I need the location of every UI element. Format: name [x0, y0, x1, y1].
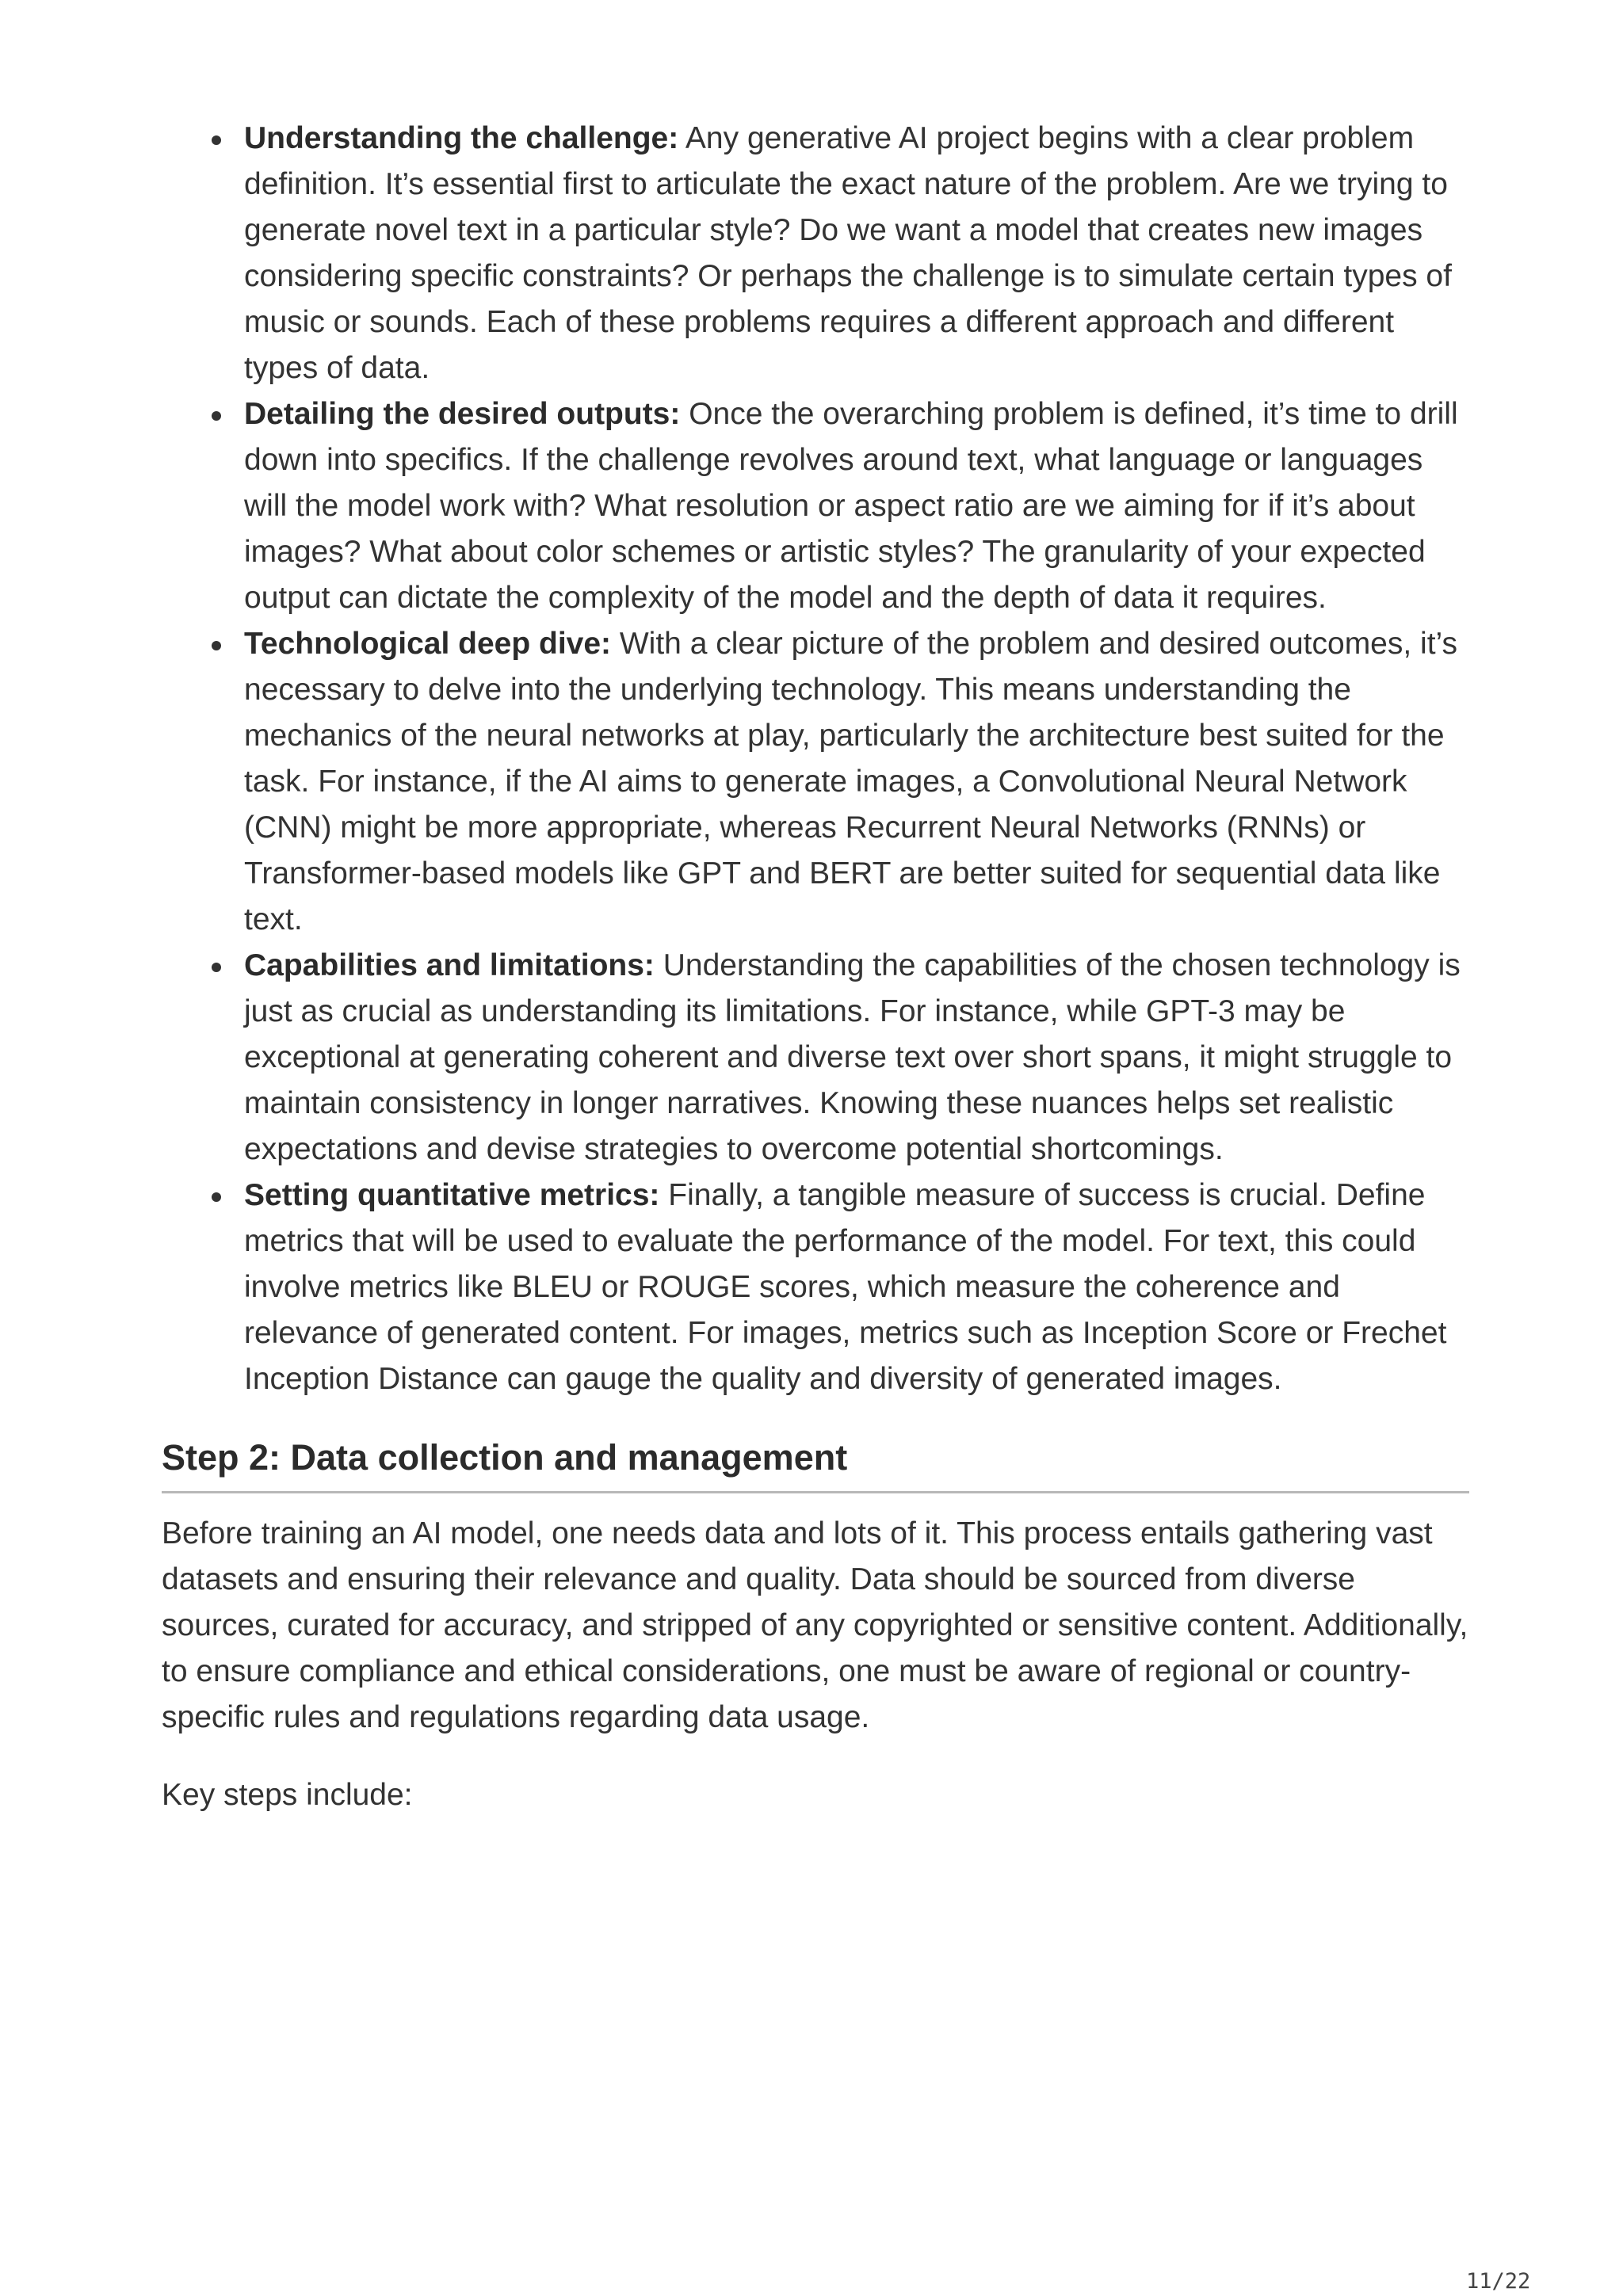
bullet-title: Setting quantitative metrics:	[244, 1178, 660, 1212]
bullet-text: Understanding the capabilities of the chosen technology is just as crucial as understanding its limitations. For instance, while GPT-3 may be exceptional at generating coherent and diverse text over short spans, it might struggle to maintain consistency in longer narratives. Knowing these nuances helps set realistic expectations and devise strategies to overcome potential shortcomings.	[244, 948, 1461, 1166]
key-steps-label: Key steps include:	[162, 1778, 413, 1812]
section-paragraph: Before training an AI model, one needs data and lots of it. This process entails gathering vast datasets and ensuring their relevance and quality. Data should be sourced from diverse sources, curated for accuracy, and stripped of any copyrighted or sensitive content. Additionally, to ensure compliance and ethical considerations, one must be aware of regional or country-specific rules and regulations regarding data usage.	[162, 1516, 1468, 1734]
list-item	[162, 391, 1469, 621]
list-item	[162, 943, 1469, 1173]
bullet-text: Once the overarching problem is defined, it’s time to drill down into specifics. If the challenge revolves around text, what language or languages will the model work with? What resolution or aspect ratio are we aiming for if it’s about images? What about color schemes or artistic styles? The granularity of your expected output can dictate the complexity of the model and the depth of data it requires.	[244, 397, 1458, 615]
list-item	[162, 116, 1469, 391]
bullet-text: Any generative AI project begins with a clear problem definition. It’s essential first to articulate the exact nature of the problem. Are we trying to generate novel text in a particular style? Do we want a model that creates new images considering specific constraints? Or perhaps the challenge is to simulate certain types of music or sounds. Each of these problems requires a different approach and different types of data.	[244, 121, 1452, 385]
bullet-title: Capabilities and limitations:	[244, 948, 655, 982]
bullet-list	[162, 116, 1469, 1402]
bullet-title: Detailing the desired outputs:	[244, 397, 681, 431]
bullet-text: Finally, a tangible measure of success is crucial. Define metrics that will be used to evaluate the performance of the model. For text, this could involve metrics like BLEU or ROUGE scores, which measure the coherence and relevance of generated content. For images, metrics such as Inception Score or Frechet Inception Distance can gauge the quality and diversity of generated images.	[244, 1178, 1447, 1396]
list-item	[162, 1173, 1469, 1402]
bullet-title: Technological deep dive:	[244, 627, 612, 661]
page-number: 11/22	[1466, 2269, 1531, 2294]
section-heading: Step 2: Data collection and management	[162, 1436, 1469, 1493]
document-content	[162, 116, 1469, 1818]
list-item	[162, 621, 1469, 943]
bullet-text: With a clear picture of the problem and desired outcomes, it’s necessary to delve into the underlying technology. This means understanding the mechanics of the neural networks at play, particularly the architecture best suited for the task. For instance, if the AI aims to generate images, a Convolutional Neural Network (CNN) might be more appropriate, whereas Recurrent Neural Networks (RNNs) or Transformer-based models like GPT and BERT are better suited for sequential data like text.	[244, 627, 1457, 936]
bullet-title: Understanding the challenge:	[244, 121, 679, 155]
